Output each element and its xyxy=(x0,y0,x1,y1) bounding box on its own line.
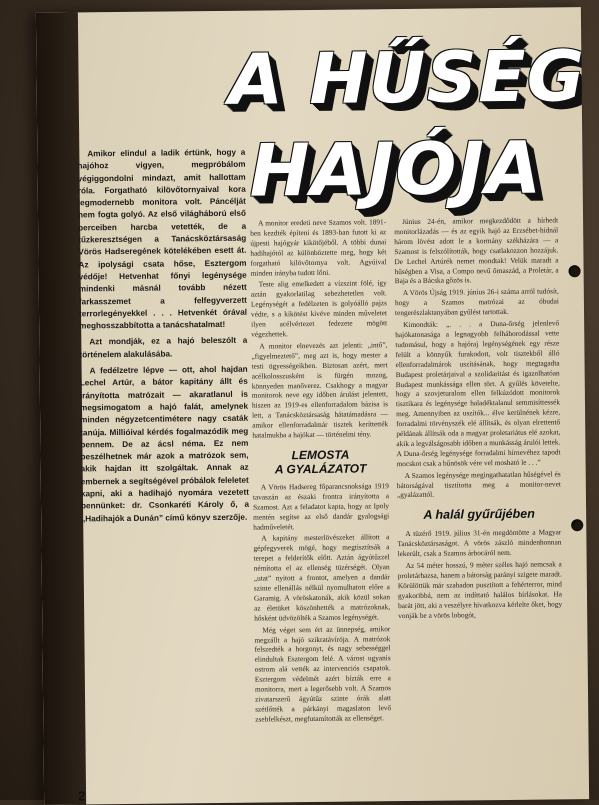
body-paragraph: Teste alig emelkedett a vízszint fölé, így aztán gyakorlatilag sebezhetetlen volt. Legénységét a fedélzeten is golyóálló pajzs védte, s a kikötést kivéve minden műveletet ilyen acélvértezet fedezete mögött végezhettek. xyxy=(250,278,388,339)
magazine-page xyxy=(36,7,589,805)
intro-paragraph: Azt mondják, ez a hajó beleszólt a történelem alakulásába. xyxy=(79,336,248,360)
body-paragraph: Az 54 méter hosszú, 9 méter széles hajó nemcsak a proletárhazsa, hanem a bátorság parányi szigete maradt. Körülöttük már szabadon pusztított a fehérterror, mind gyakoribbá, nem az indíttató halálos bírlásokat. Ha barát jött, aki a veszélyre hivatkozva kérlelte őket, hogy vonják be a vörös lobogót, xyxy=(397,559,563,620)
body-paragraph: A Vörös Hadsereg főparancsnoksága 1919 tavaszán az északi frontra irányította a Szamost. Azt a feladatot kapta, hogy az Ipoly mentén segítse az első dandár gyalogsági hadműveletét. xyxy=(252,481,390,532)
article-column-middle xyxy=(250,217,391,726)
article-column-right xyxy=(394,215,562,622)
intro-column xyxy=(77,147,249,530)
punch-hole-top xyxy=(569,265,581,277)
body-paragraph: A monitor elnevezés azt jelenti: „intő”, „figyelmeztető”, meg azt is, hogy mester a testi ügyességeikben. Biztosan azért, mert acélkolosszusként is fürgén mozog, könnyeden manőverez. Csakhogy a magyar monitorok neve egy időben árulást jelentett, hiszen az 1919-es ellenforradalom bázisa is lett, a Tanácsköztársaság hátatámadásra — amikor ellenforradalmár tisztek keríttették hatalmukba a hajókat — történelmi tény. xyxy=(251,340,389,440)
body-paragraph: A monitor eredeti neve Szamos volt. 1891-ben kezdték építeni és 1893-ban futott ki az újpesti hajógyár kikötőjéből. A többi dunai hadihajótól az különböztette meg, hogy két forgatható kilövőtornya volt. Agyúival minden irányba tudott lőni. xyxy=(250,217,387,278)
subheading-line: A GYALÁZATOT xyxy=(274,461,367,477)
binding-edge xyxy=(36,12,86,804)
intro-paragraph: Amikor elindul a ladik értünk, hogy a hajóhoz vigyen, megpróbálom végiggondolni mindazt, amit hallottam róla. Forgatható kilövőtornyaival kora legmodernebb monitora volt. Páncélját nem fogta golyó. Az első világháború első perceiben harcba vetették, de a tűzkeresztségen a Tanácsköztársaság Vörös Hadseregének kötelékében esett át. Az ipolysági csata hőse, Esztergom védője! Hetvenhat főnyi legénysége mindenki másnál tovább nézett farkasszemet a felfegyverzett terrorlegényekkel . . . Hetvenkét órával meghosszabbította a tanácshatalmat! xyxy=(77,147,248,331)
title-line-2: HAJÓJA xyxy=(249,125,543,213)
body-paragraph: Kimondták: „. . . a Duna-őrség jelenlevő hajókatonasága a legnagyobb felháborodással vette tudomásul, hogy a hajóraj legénységének egy része felült a könnyűk furakodott, volt tisztekből álló ellenforradalmárok uszításának, hogy megtagadta Budapest proletárjaival a szolidaritást és igazolhatóan Budapest munkássága ellen tört. A gyűlés követelte, hogy a szovjeturalom ellen felkúzódott monitorok tisztikara és legénysége haladéktalanul semmisíttessék meg. Amennyiben az uszítók... élve kerülnének kézre, forradalmi törvényszék elé állítsák, és olyan elrettentő példának állítsák oda a magyar proletariátus elé azokat, akik a legválságosabb időben a munkásság árulói lettek. A Duna-őrség legénysége forradalmi hírnevéhez tapodt mocskot csak a bűnösök vére vel mosható le . . .” xyxy=(395,318,561,468)
body-paragraph: A Vörös Újság 1919. június 26-i száma arról tudósít, hogy a Szamos matrózai az óbudai tengerészlaktanyában gyűlést tartottak. xyxy=(394,286,559,318)
body-paragraph: Még véget sem ért az ünnepség, amikor megzállt a hajó szikratávírója. A matrózok felszedték a horgonyt, és nagy sebességgel elindultak Esztergom felé. A várost ugyanis ostrom alá vették az intervenciós csapatok. Esztergom védelmét azért bízták erre a monitorra, mert a legerősebb volt. A Szamos zivatarszerű ágyútűz szinte órák alatt szétlőtték a párkányi magaslaton levő zsebfelkészt, megfutamították az ellenséget. xyxy=(254,623,392,724)
body-paragraph: A Szamos legénysége megingathatatlan hűségével és bátorságával tisztította meg a monitor-nevet „gyalázattól. xyxy=(396,469,561,500)
intro-paragraph: A fedélzetre lépve — ott, ahol hajdan Lechel Artúr, a bátor kapitány állt és irányította matrózait — akaratlanul is megsimogatom a hajó falát, amelynek minden négyzetcentimétere nagy csaták tanúja. Millióival kérdés fogalmazódik meg bennem. De az ácsl néma. Ez nem beszélhetnek már azok a matrózok sem, akik hajdan itt szolgáltak. Annak az embernek a segítségével próbálok feleletet kapni, aki a hadihajó nyomára vezetett bennünket: dr. Csonkaréti Károly ő, a „Hadihajók a Dunán” című könyv szerzője. xyxy=(79,364,250,524)
subheading-lemosta xyxy=(252,447,388,476)
punch-hole-bottom xyxy=(571,519,583,531)
title-line-1: A HŰSÉG xyxy=(228,35,586,121)
page-number: 2 xyxy=(77,788,86,804)
subheading-halal: A halál gyűrűjében xyxy=(423,507,535,523)
subheading-line: LEMOSTA xyxy=(291,447,350,463)
body-paragraph: A kapitány mesterlövészeket állított a gépfegyverek mögé, hogy megtisztítsák a terepet a felderítők előtt. Aztán ágyútűzzel némította el az ellenség tüzérségét. Olyan „utat” nyitott a frontot, amelyen a dandár szinte ellenállás nélkül nyomulhatott előre a Garamig. A vöröskatonák, akik közül sokan az életüket köszönhették a matrózoknak, hősként üdvözölték a Szamos legénységét. xyxy=(253,532,391,623)
body-paragraph: Június 24-én, amikor megkezdődött a hírhedt monitorlázadás — és az egyik hajó az Erzsébet-hídnál három lövést adott le a kormány székházára — a Szamost is felszólították, hogy csatlakozzon hozzájuk. De Lechel Artúrék nemet mondtak! Velük maradt a hűségben a Visa, a Compo nevű őrnaszád, a Proletár, a Baja és a Bácska gőzös is. xyxy=(394,215,559,286)
body-paragraph: A tüzérő 1919. július 31-én megdöntötte a Magyar Tanácsköztársaságot. A vörös zászló mindenhonnan lekerült, csak a Szamos árbocáról nem. xyxy=(397,527,562,559)
